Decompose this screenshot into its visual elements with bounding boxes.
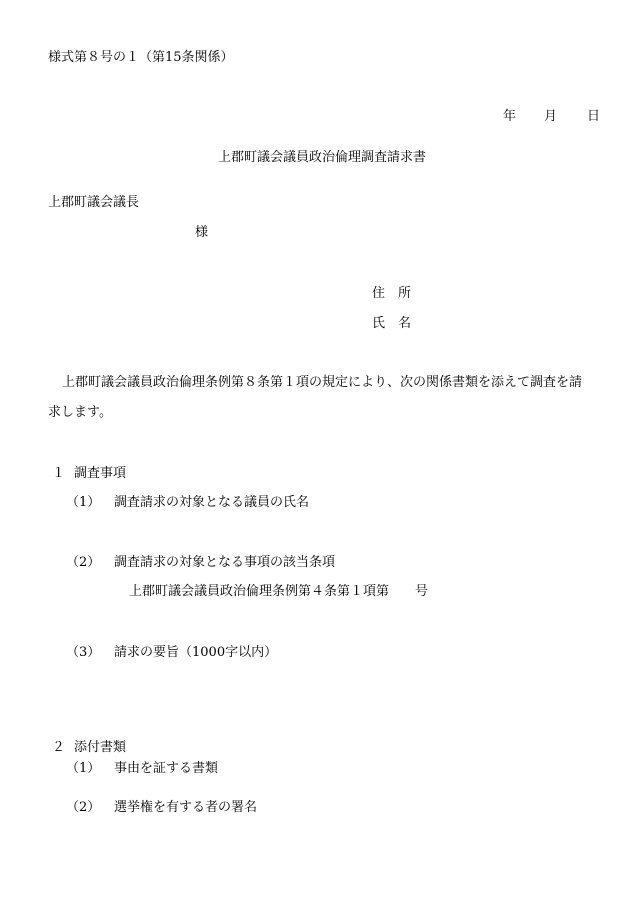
- section1-item3-num: （3）: [66, 645, 101, 660]
- section2-number: ２: [52, 740, 66, 755]
- section1-item2-sub: 上郡町議会議員政治倫理条例第４条第１項第 号: [129, 584, 429, 599]
- addressee: 上郡町議会議長: [48, 195, 140, 210]
- form-number: 様式第８号の１（第15条関係）: [48, 50, 234, 65]
- date-day: 日: [587, 109, 601, 124]
- section1-item1-num: （1）: [66, 495, 101, 510]
- section1-title: 調査事項: [74, 466, 127, 481]
- section1-item3-text: 請求の要旨（1000字以内）: [114, 645, 278, 660]
- body-text-line1: 上郡町議会議員政治倫理条例第８条第１項の規定により、次の関係書類を添えて調査を請: [62, 375, 583, 390]
- date-year: 年: [503, 109, 517, 124]
- address-label: 住 所: [372, 286, 412, 301]
- section2-title: 添付書類: [74, 740, 127, 755]
- section2-item2-num: （2）: [66, 800, 101, 815]
- document-title: 上郡町議会議員政治倫理調査請求書: [218, 150, 427, 165]
- date-month: 月: [544, 109, 558, 124]
- section1-number: １: [52, 466, 66, 481]
- date-line: [503, 109, 600, 125]
- section2-item1-num: （1）: [66, 761, 101, 776]
- body-text-line2: 求します。: [48, 405, 112, 420]
- section1-item2-text: 調査請求の対象となる事項の該当条項: [114, 555, 336, 570]
- section1-item2-num: （2）: [66, 555, 101, 570]
- section2-item2-text: 選挙権を有する者の署名: [114, 800, 258, 815]
- honorific: 様: [195, 225, 209, 240]
- section2-item1-text: 事由を証する書類: [114, 761, 219, 776]
- name-label: 氏 名: [372, 316, 412, 331]
- section1-item1-text: 調査請求の対象となる議員の氏名: [114, 495, 310, 510]
